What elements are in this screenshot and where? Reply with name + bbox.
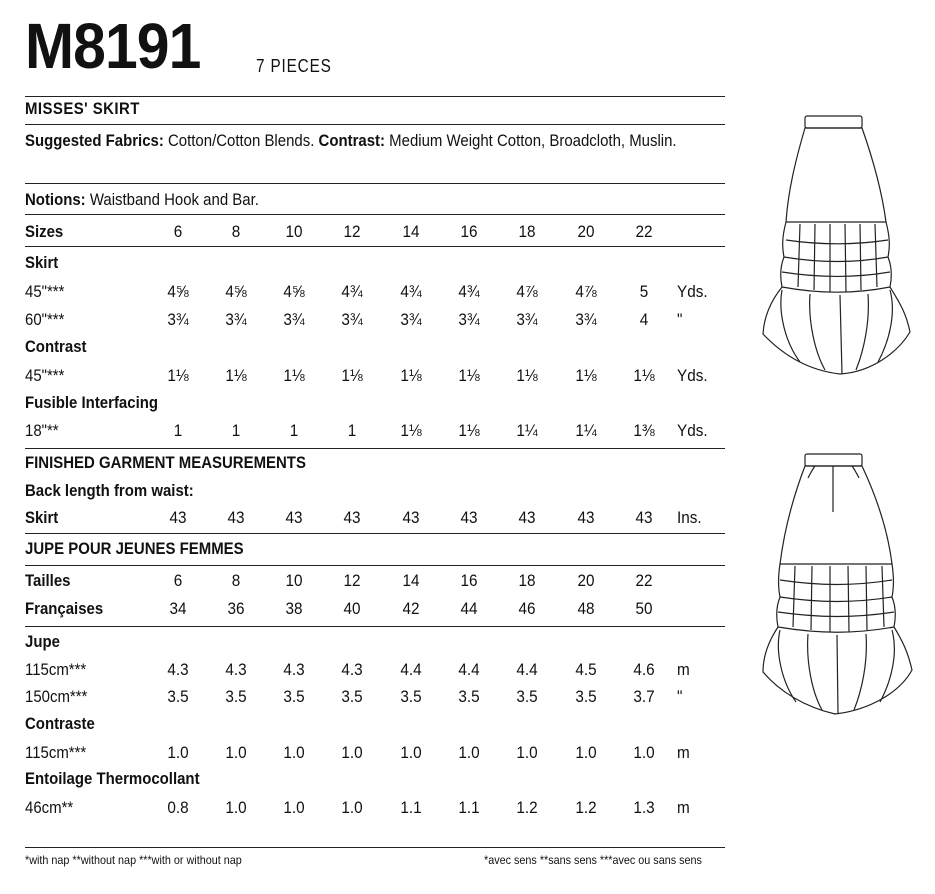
interfacing-heading: Fusible Interfacing	[25, 393, 159, 412]
contraste-115-row-cell: 1.0	[283, 743, 305, 762]
contrast-45-row-unit: Yds.	[677, 366, 708, 385]
finished-skirt-row-cell: 43	[402, 508, 420, 527]
skirt-45-row-unit: Yds.	[677, 282, 708, 301]
jupe-150-row-cell: 3.5	[225, 687, 247, 706]
jupe-115-row-cell: 4.4	[458, 660, 480, 679]
contrast-fabric-label: Contrast:	[318, 131, 386, 150]
skirt-60-row-cell: 3¾	[167, 310, 189, 329]
francaises-row-label: Françaises	[25, 599, 104, 618]
contrast-45-row-cell: 1⅛	[516, 366, 538, 385]
tailles-row-cell: 14	[402, 571, 420, 590]
interfacing-18-row-cell: 1	[231, 421, 241, 440]
francaises-row-cell: 46	[518, 599, 536, 618]
sizes-row-cell: 20	[577, 222, 595, 241]
entoilage-46-row-cell: 1.2	[516, 798, 538, 817]
interfacing-18-row-cell: 1¼	[575, 421, 597, 440]
title-english: MISSES' SKIRT	[25, 99, 140, 118]
francaises-row-cell: 44	[460, 599, 478, 618]
contrast-45-row-cell: 1⅛	[225, 366, 247, 385]
entoilage-46-row-unit: m	[677, 798, 690, 817]
francaises-row-cell: 34	[169, 599, 187, 618]
skirt-45-row-cell: 4⅝	[167, 282, 189, 301]
finished-skirt-row-cell: 43	[460, 508, 478, 527]
contrast-45-row-cell: 1⅛	[341, 366, 363, 385]
finished-measurements-heading: FINISHED GARMENT MEASUREMENTS	[25, 453, 306, 472]
finished-skirt-row-cell: 43	[169, 508, 187, 527]
contraste-115-row-cell: 1.0	[225, 743, 247, 762]
jupe-150-row-cell: 3.5	[283, 687, 305, 706]
finished-skirt-row-cell: 43	[343, 508, 361, 527]
pieces-count: 7 PIECES	[256, 56, 332, 76]
jupe-115-row-cell: 4.6	[633, 660, 655, 679]
entoilage-46-row-cell: 1.2	[575, 798, 597, 817]
entoilage-46-row-cell: 1.0	[225, 798, 247, 817]
finished-skirt-row-cell: 43	[577, 508, 595, 527]
skirt-60-row-unit: "	[677, 310, 683, 329]
entoilage-46-row-cell: 1.1	[400, 798, 422, 817]
skirt-45-row-label: 45"***	[25, 282, 65, 301]
sizes-row-cell: 8	[231, 222, 241, 241]
notions-label: Notions:	[25, 190, 86, 209]
tailles-row-cell: 16	[460, 571, 478, 590]
jupe-150-row-cell: 3.5	[516, 687, 538, 706]
tailles-row-cell: 20	[577, 571, 595, 590]
skirt-60-row-label: 60"***	[25, 310, 65, 329]
jupe-150-row-cell: 3.5	[167, 687, 189, 706]
contrast-fabric-text: Medium Weight Cotton, Broadcloth, Muslin.	[385, 131, 677, 150]
jupe-115-row-cell: 4.4	[400, 660, 422, 679]
skirt-45-row-cell: 4⅝	[225, 282, 247, 301]
jupe-115-row-cell: 4.4	[516, 660, 538, 679]
skirt-front-sketch	[760, 112, 915, 397]
jupe-115-row-cell: 4.3	[283, 660, 305, 679]
skirt-60-row-cell: 3¾	[575, 310, 597, 329]
finished-skirt-unit: Ins.	[677, 508, 702, 527]
jupe-150-row-label: 150cm***	[25, 687, 88, 706]
tailles-row-cell: 12	[343, 571, 361, 590]
sizes-row-cell: 12	[343, 222, 361, 241]
jupe-115-row-cell: 4.3	[225, 660, 247, 679]
skirt-45-row-cell: 4¾	[341, 282, 363, 301]
jupe-150-row-cell: 3.5	[458, 687, 480, 706]
entoilage-46-row-cell: 1.1	[458, 798, 480, 817]
finished-skirt-row-cell: 43	[635, 508, 653, 527]
tailles-row-cell: 8	[231, 571, 241, 590]
skirt-60-row-cell: 4	[639, 310, 649, 329]
tailles-row-cell: 10	[285, 571, 303, 590]
francaises-row-cell: 48	[577, 599, 595, 618]
contrast-heading: Contrast	[25, 337, 87, 356]
footnotes-french: *avec sens **sans sens ***avec ou sans sens	[484, 853, 702, 867]
interfacing-18-row-cell: 1	[347, 421, 357, 440]
sizes-row-cell: 14	[402, 222, 420, 241]
notions	[25, 190, 259, 210]
jupe-115-row-cell: 4.3	[341, 660, 363, 679]
contraste-115-row-cell: 1.0	[400, 743, 422, 762]
finished-skirt-row-cell: 43	[285, 508, 303, 527]
skirt-heading: Skirt	[25, 253, 59, 272]
skirt-45-row-cell: 4⅞	[575, 282, 597, 301]
skirt-back-sketch	[760, 452, 915, 737]
skirt-60-row-cell: 3¾	[458, 310, 480, 329]
fabrics-label: Suggested Fabrics:	[25, 131, 164, 150]
interfacing-18-row-cell: 1¼	[516, 421, 538, 440]
entoilage-46-row-cell: 1.0	[283, 798, 305, 817]
interfacing-18-row-cell: 1	[289, 421, 299, 440]
interfacing-18-row-label: 18"**	[25, 421, 59, 440]
contraste-115-row-unit: m	[677, 743, 690, 762]
contraste-115-row-label: 115cm***	[25, 743, 87, 762]
skirt-60-row-cell: 3¾	[283, 310, 305, 329]
pattern-number: M8191	[25, 10, 201, 82]
francaises-row-cell: 40	[343, 599, 361, 618]
tailles-row-cell: 22	[635, 571, 653, 590]
contraste-115-row-cell: 1.0	[516, 743, 538, 762]
jupe-115-row-unit: m	[677, 660, 690, 679]
finished-skirt-row-label: Skirt	[25, 508, 59, 527]
skirt-60-row-cell: 3¾	[341, 310, 363, 329]
sizes-row-cell: 6	[173, 222, 183, 241]
sizes-row-cell: 16	[460, 222, 478, 241]
jupe-115-row-label: 115cm***	[25, 660, 87, 679]
contrast-45-row-cell: 1⅛	[575, 366, 597, 385]
francaises-row-cell: 36	[227, 599, 245, 618]
skirt-45-row-cell: 4⅝	[283, 282, 305, 301]
contrast-45-row-cell: 1⅛	[458, 366, 480, 385]
skirt-45-row-cell: 5	[639, 282, 649, 301]
jupe-heading: Jupe	[25, 632, 60, 651]
footnotes-english: *with nap **without nap ***with or without nap	[25, 853, 242, 867]
contraste-115-row-cell: 1.0	[341, 743, 363, 762]
francaises-row-cell: 50	[635, 599, 653, 618]
entoilage-46-row-cell: 0.8	[167, 798, 189, 817]
entoilage-46-row-label: 46cm**	[25, 798, 74, 817]
francaises-row-cell: 38	[285, 599, 303, 618]
contrast-45-row-cell: 1⅛	[633, 366, 655, 385]
contraste-115-row-cell: 1.0	[458, 743, 480, 762]
notions-text: Waistband Hook and Bar.	[85, 190, 259, 209]
entoilage-heading: Entoilage Thermocollant	[25, 769, 200, 788]
finished-skirt-row-cell: 43	[227, 508, 245, 527]
tailles-row-cell: 6	[173, 571, 183, 590]
back-length-label: Back length from waist:	[25, 481, 194, 500]
contrast-45-row-cell: 1⅛	[167, 366, 189, 385]
skirt-60-row-cell: 3¾	[516, 310, 538, 329]
jupe-150-row-cell: 3.5	[341, 687, 363, 706]
contrast-45-row-cell: 1⅛	[400, 366, 422, 385]
contrast-45-row-label: 45"***	[25, 366, 65, 385]
suggested-fabrics	[25, 131, 711, 151]
contrast-45-row-cell: 1⅛	[283, 366, 305, 385]
sizes-row-cell: 18	[518, 222, 536, 241]
skirt-45-row-cell: 4¾	[458, 282, 480, 301]
francaises-row-cell: 42	[402, 599, 420, 618]
finished-skirt-row-cell: 43	[518, 508, 536, 527]
sizes-row-cell: 10	[285, 222, 303, 241]
skirt-45-row-cell: 4⅞	[516, 282, 538, 301]
interfacing-18-row-cell: 1⅛	[400, 421, 422, 440]
title-french: JUPE POUR JEUNES FEMMES	[25, 539, 244, 558]
jupe-150-row-cell: 3.5	[575, 687, 597, 706]
entoilage-46-row-cell: 1.0	[341, 798, 363, 817]
jupe-115-row-cell: 4.3	[167, 660, 189, 679]
jupe-150-row-unit: "	[677, 687, 683, 706]
skirt-60-row-cell: 3¾	[225, 310, 247, 329]
skirt-60-row-cell: 3¾	[400, 310, 422, 329]
jupe-115-row-cell: 4.5	[575, 660, 597, 679]
interfacing-18-row-cell: 1	[173, 421, 183, 440]
entoilage-46-row-cell: 1.3	[633, 798, 655, 817]
tailles-row-cell: 18	[518, 571, 536, 590]
contraste-heading: Contraste	[25, 714, 95, 733]
jupe-150-row-cell: 3.5	[400, 687, 422, 706]
interfacing-18-row-cell: 1⅛	[458, 421, 480, 440]
skirt-45-row-cell: 4¾	[400, 282, 422, 301]
jupe-150-row-cell: 3.7	[633, 687, 655, 706]
interfacing-18-row-cell: 1⅜	[633, 421, 655, 440]
contraste-115-row-cell: 1.0	[167, 743, 189, 762]
interfacing-18-row-unit: Yds.	[677, 421, 708, 440]
contraste-115-row-cell: 1.0	[575, 743, 597, 762]
sizes-row-cell: 22	[635, 222, 653, 241]
contraste-115-row-cell: 1.0	[633, 743, 655, 762]
fabrics-text: Cotton/Cotton Blends.	[163, 131, 319, 150]
tailles-row-label: Tailles	[25, 571, 71, 590]
sizes-row-label: Sizes	[25, 222, 64, 241]
